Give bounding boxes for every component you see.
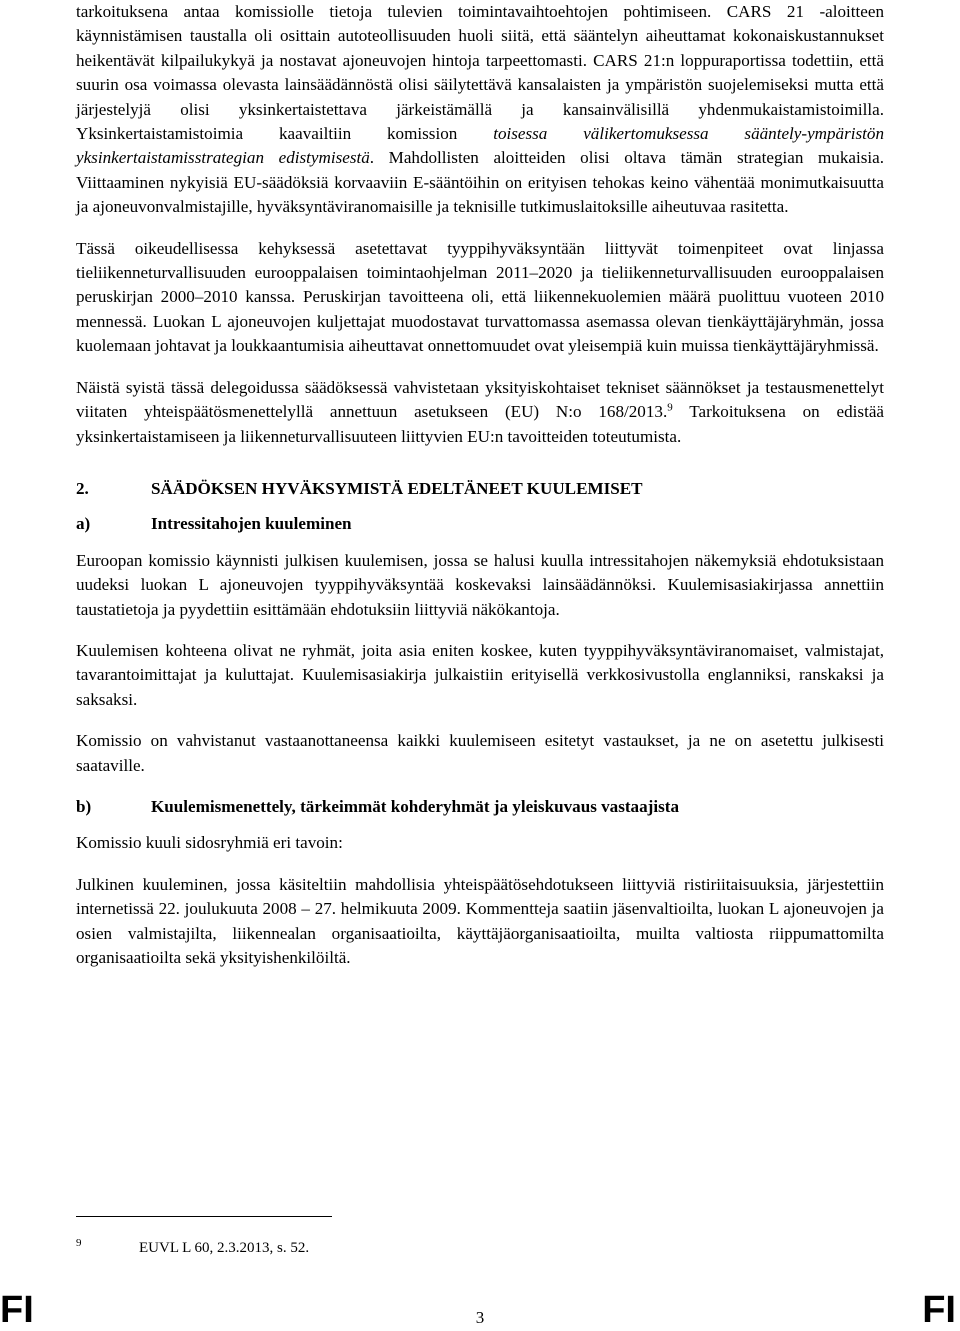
section-title: SÄÄDÖKSEN HYVÄKSYMISTÄ EDELTÄNEET KUULEMISET bbox=[151, 478, 643, 498]
paragraph-legal-framework: Tässä oikeudellisessa kehyksessä asetettavat tyyppihyväksyntään liittyvät toimenpiteet ovat linjassa tieliikenneturvallisuuden eurooppalaisen toimintaohjelman 2011–2020 ja tieliikenneturvallisuuden eurooppalaisen peruskirjan 2000–2010 kanssa. Peruskirjan tavoitteena oli, että liikennekuolemien määrä puolittuu vuoteen 2010 mennessä. Luokan L ajoneuvojen kuljettajat muodostavat turvattomassa asemassa olevan tienkäyttäjäryhmän, jossa kuolemaan johtavat ja loukkaantumisia aiheuttavat onnettomuudet ovat yleisempiä kuin muissa tienkäyttäjäryhmissä. bbox=[76, 238, 884, 356]
paragraph-cars21-part1: tarkoituksena antaa komissiolle tietoja tulevien toimintavaihtoehtojen pohtimiseen. CARS 21 -aloitteen käynnistämisen taustalla oli osittain autoteollisuuden huoli siitä, että sääntelyn aiheuttamat kokonaiskustannukset heikentävät kilpailukykyä ja nostavat ajoneuvojen hintoja tarpeettomasti. bbox=[76, 2, 884, 70]
subsection-heading-a bbox=[76, 512, 884, 536]
paragraph-cars21-part3: . Mahdollisten aloitteiden olisi oltava tämän strategian mukaisia. Viittaaminen nykyisiä EU-säädöksiä korvaaviin E-sääntöihin on erityisen tehokas keino vähentää monimutkaisuutta ja ajoneuvonvalmistajille, hyväksyntäviranomaisille ja teknisille tutkimuslaitoksille aiheutuvaa rasitetta. bbox=[76, 148, 884, 217]
footer-language-right: FI bbox=[922, 1289, 956, 1331]
paragraph-consultation-methods: Komissio kuuli sidosryhmiä eri tavoin: bbox=[76, 833, 343, 853]
footnote-text: EUVL L 60, 2.3.2013, s. 52. bbox=[139, 1240, 310, 1256]
subsection-heading-b bbox=[76, 795, 884, 819]
paragraph-responses-published: Komissio on vahvistanut vastaanottaneensa kaikki kuulemiseen esitetyt vastaukset, ja ne on asetettu julkisesti saataville. bbox=[76, 731, 884, 775]
footer-language-left: FI bbox=[0, 1289, 34, 1331]
paragraph-cars21 bbox=[76, 0, 884, 220]
paragraph-public-consultation: Euroopan komissio käynnisti julkisen kuulemisen, jossa se halusi kuulla intressitahojen näkemyksiä ehdotuksistaan uudeksi luokan L ajoneuvojen tyyppihyväksyntää koskevaksi lainsäädännöksi. Kuulemisasiakirjassa annettiin taustatietoja ja pyydettiin esittämään ehdotuksiin liittyviä näkökantoja. bbox=[76, 550, 884, 619]
paragraph-cars21-part2: CARS 21:n loppuraportissa todettiin, että suurin osa voimassa olevasta lainsäädännöstä olisi säilytettävä kansalaisten ja ympäristön suojelemiseksi mutta että järjestelyjä olisi yksinkertaistettava järkeistämällä ja kansainvälisillä yhdenmukaistamistoimilla. Yksinkertaistamistoimia kaavailtiin komission bbox=[76, 50, 885, 144]
paragraph-cars21-italic: toisessa välikertomuksessa sääntely-ympäristön yksinkertaistamisstrategian edistymisestä bbox=[76, 124, 884, 168]
document-body bbox=[76, 0, 884, 987]
paragraph-consultation-targets: Kuulemisen kohteena olivat ne ryhmät, joita asia eniten koskee, kuten tyyppihyväksyntäviranomaiset, valmistajat, tavarantoimittajat ja kuluttajat. Kuulemisasiakirja julkaistiin erityisellä verkkosivustolla englanniksi, ranskaksi ja saksaksi. bbox=[76, 640, 884, 709]
footnote-reference[interactable]: 9 bbox=[667, 401, 673, 414]
subsection-title-a: Intressitahojen kuuleminen bbox=[151, 514, 352, 534]
footnote-separator bbox=[76, 1216, 332, 1217]
paragraph-delegated-act-part1: Näistä syistä tässä delegoidussa säädöksessä vahvistetaan yksityiskohtaiset tekniset säännökset ja testausmenettelyt viitaten yhteispäätösmenettelyllä annettuun asetukseen (EU) N:o 168/2013. bbox=[76, 377, 884, 422]
paragraph-delegated-act bbox=[76, 376, 884, 449]
subsection-title-b: Kuulemismenettely, tärkeimmät kohderyhmät ja yleiskuvaus vastaajista bbox=[151, 796, 679, 816]
subsection-letter-b: b) bbox=[76, 796, 92, 816]
section-number: 2. bbox=[76, 478, 89, 498]
page-number: 3 bbox=[475, 1308, 485, 1327]
paragraph-internet-consultation: Julkinen kuuleminen, jossa käsiteltiin mahdollisia yhteispäätösehdotukseen liittyviä ristiriitaisuuksia, järjestettiin internetissä 22. joulukuuta 2008 – 27. helmikuuta 2009. Kommentteja saatiin jäsenvaltioilta, luokan L ajoneuvojen ja osien valmistajilta, liikennealan organisaatioilta, käyttäjäorganisaatioilta, muilta valtiosta riippumattomilta organisaatioilta sekä yksityishenkilöiltä. bbox=[76, 874, 884, 967]
section-heading-2 bbox=[76, 477, 884, 501]
paragraph-delegated-act-part2: Tarkoituksena on edistää yksinkertaistamiseen ja liikenneturvallisuuteen liittyvien EU:n tavoitteiden toteutumista. bbox=[76, 402, 884, 446]
subsection-letter-a: a) bbox=[76, 514, 91, 534]
footnote-number: 9 bbox=[76, 1237, 82, 1249]
